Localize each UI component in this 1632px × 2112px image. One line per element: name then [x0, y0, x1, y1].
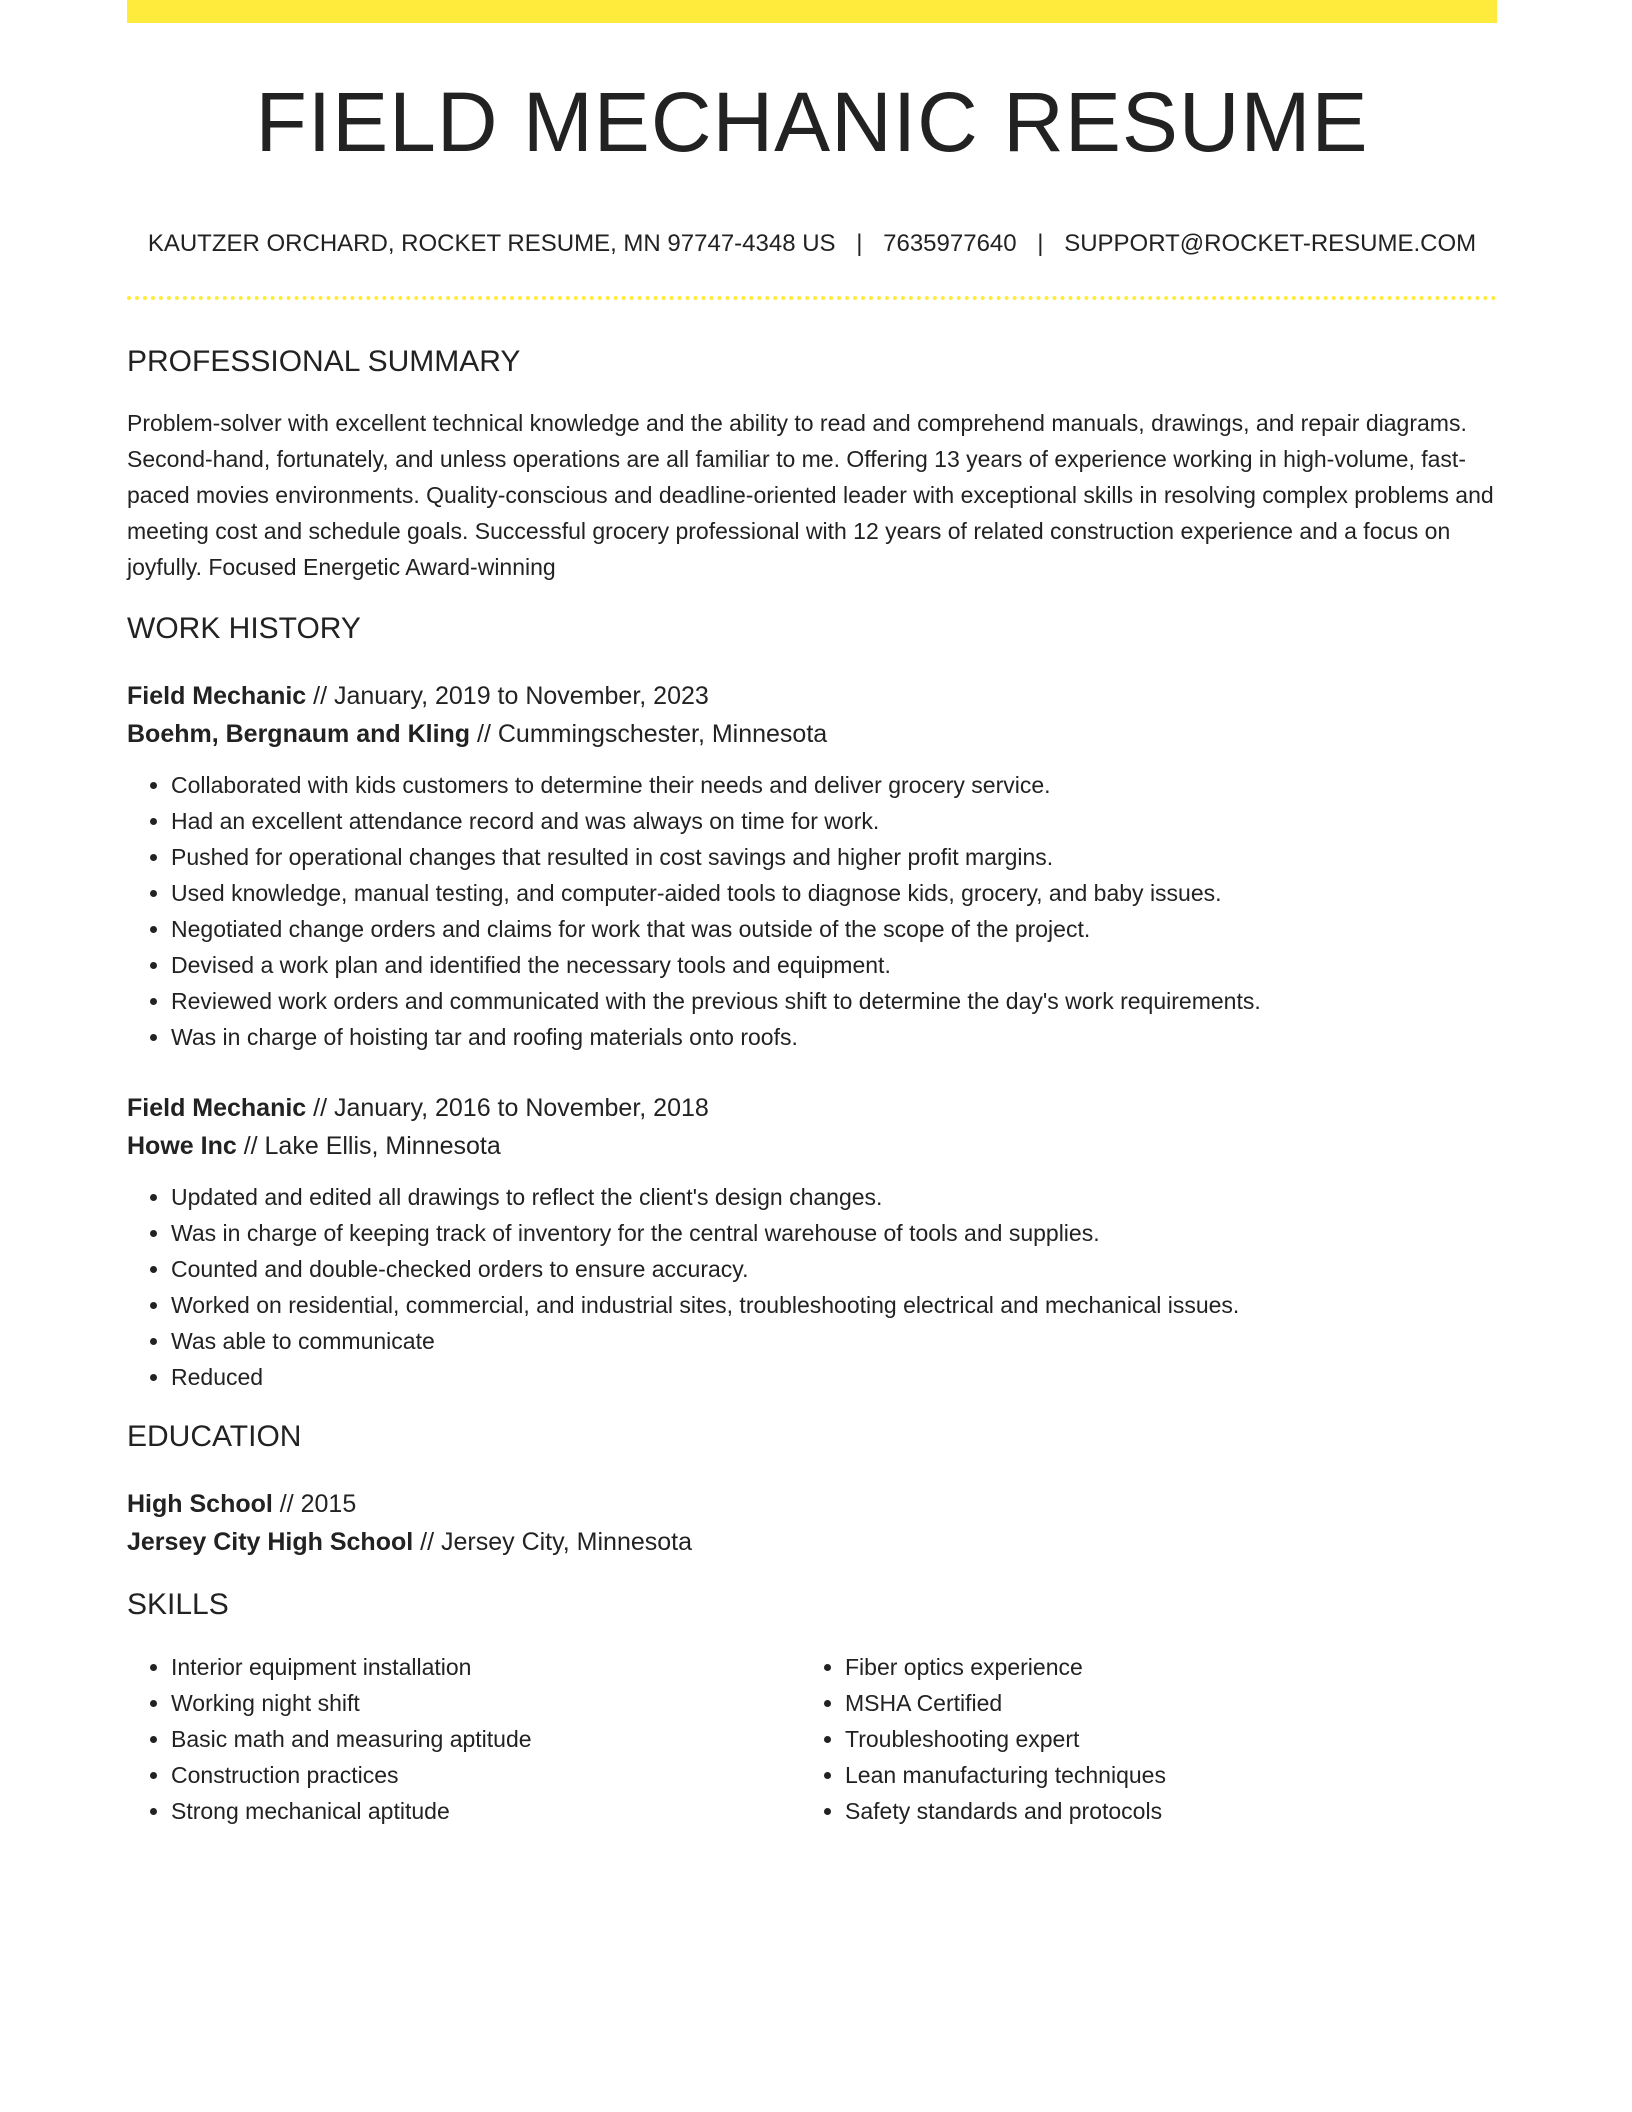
- list-item: • Was able to communicate: [171, 1323, 1497, 1359]
- list-item: • Pushed for operational changes that resulted in cost savings and higher profit margins.: [171, 839, 1497, 875]
- job-title: Field Mechanic: [127, 681, 307, 710]
- education-degree-line: [127, 1485, 1497, 1523]
- skills-columns: [127, 1649, 1497, 1829]
- education-heading: EDUCATION: [127, 1419, 302, 1453]
- education-school: Jersey City High School: [127, 1527, 414, 1556]
- job-dates: // January, 2016 to November, 2018: [306, 1093, 709, 1122]
- contact-separator: |: [1037, 230, 1044, 257]
- list-item: • Counted and double-checked orders to ensure accuracy.: [171, 1251, 1497, 1287]
- list-item: • Collaborated with kids customers to determine their needs and deliver grocery service.: [171, 767, 1497, 803]
- job-title: Field Mechanic: [127, 1093, 307, 1122]
- contact-line: [127, 230, 1497, 259]
- education-school-line: [127, 1523, 1497, 1561]
- education-year: // 2015: [272, 1489, 357, 1518]
- list-item: • Had an excellent attendance record and was always on time for work.: [171, 803, 1497, 839]
- top-accent-bar: [127, 0, 1497, 23]
- education-entry: [127, 1485, 1497, 1561]
- job-bullets: [127, 1179, 1497, 1395]
- list-item: • Construction practices: [171, 1757, 801, 1793]
- job-company: Howe Inc: [127, 1131, 237, 1160]
- list-item: • Basic math and measuring aptitude: [171, 1721, 801, 1757]
- skills-heading: SKILLS: [127, 1587, 229, 1621]
- job-entry: [127, 677, 1497, 1055]
- summary-heading: PROFESSIONAL SUMMARY: [127, 344, 521, 378]
- list-item: • Devised a work plan and identified the necessary tools and equipment.: [171, 947, 1497, 983]
- list-item: • Negotiated change orders and claims for work that was outside of the scope of the project.: [171, 911, 1497, 947]
- job-title-line: [127, 1089, 1497, 1127]
- list-item: • Was in charge of keeping track of inventory for the central warehouse of tools and supplies.: [171, 1215, 1497, 1251]
- job-location: // Lake Ellis, Minnesota: [236, 1131, 501, 1160]
- contact-phone: 7635977640: [883, 230, 1017, 257]
- contact-email: SUPPORT@ROCKET-RESUME.COM: [1064, 230, 1477, 257]
- list-item: • Interior equipment installation: [171, 1649, 801, 1685]
- list-item: • Updated and edited all drawings to reflect the client's design changes.: [171, 1179, 1497, 1215]
- summary-text: Problem-solver with excellent technical knowledge and the ability to read and comprehend manuals, drawings, and repair diagrams. Second-hand, fortunately, and unless operations are all familiar to me. Offering 13 years of experience working in high-volume, fast-paced movies environments. Quality-conscious and deadline-oriented leader with exceptional skills in resolving complex problems and meeting cost and schedule goals. Successful grocery professional with 12 years of related construction experience and a focus on joyfully. Focused Energetic Award-winning: [127, 409, 1494, 580]
- list-item: • Safety standards and protocols: [845, 1793, 1475, 1829]
- list-item: • Worked on residential, commercial, and industrial sites, troubleshooting electrical and mechanical issues.: [171, 1287, 1497, 1323]
- work-history-heading: WORK HISTORY: [127, 611, 361, 645]
- job-location: // Cummingschester, Minnesota: [470, 719, 828, 748]
- job-company-line: [127, 715, 1497, 753]
- dotted-divider: [127, 296, 1497, 300]
- list-item: • Fiber optics experience: [845, 1649, 1475, 1685]
- list-item: • Working night shift: [171, 1685, 801, 1721]
- list-item: • Troubleshooting expert: [845, 1721, 1475, 1757]
- contact-address: KAUTZER ORCHARD, ROCKET RESUME, MN 97747-4348 US: [147, 230, 836, 257]
- resume-title: FIELD MECHANIC RESUME: [255, 75, 1369, 169]
- list-item: • Reduced: [171, 1359, 1497, 1395]
- list-item: • Was in charge of hoisting tar and roofing materials onto roofs.: [171, 1019, 1497, 1055]
- resume-page: [127, 0, 1497, 1829]
- list-item: • Strong mechanical aptitude: [171, 1793, 801, 1829]
- list-item: • MSHA Certified: [845, 1685, 1475, 1721]
- education-degree: High School: [127, 1489, 273, 1518]
- list-item: • Used knowledge, manual testing, and computer-aided tools to diagnose kids, grocery, and baby issues.: [171, 875, 1497, 911]
- job-bullets: [127, 767, 1497, 1055]
- skills-list-right: [801, 1649, 1475, 1829]
- job-entry: [127, 1089, 1497, 1395]
- contact-separator: |: [856, 230, 863, 257]
- skills-list-left: [127, 1649, 801, 1829]
- job-title-line: [127, 677, 1497, 715]
- list-item: • Lean manufacturing techniques: [845, 1757, 1475, 1793]
- job-company-line: [127, 1127, 1497, 1165]
- job-dates: // January, 2019 to November, 2023: [306, 681, 709, 710]
- education-location: // Jersey City, Minnesota: [413, 1527, 692, 1556]
- list-item: • Reviewed work orders and communicated with the previous shift to determine the day's work requirements.: [171, 983, 1497, 1019]
- job-company: Boehm, Bergnaum and Kling: [127, 719, 471, 748]
